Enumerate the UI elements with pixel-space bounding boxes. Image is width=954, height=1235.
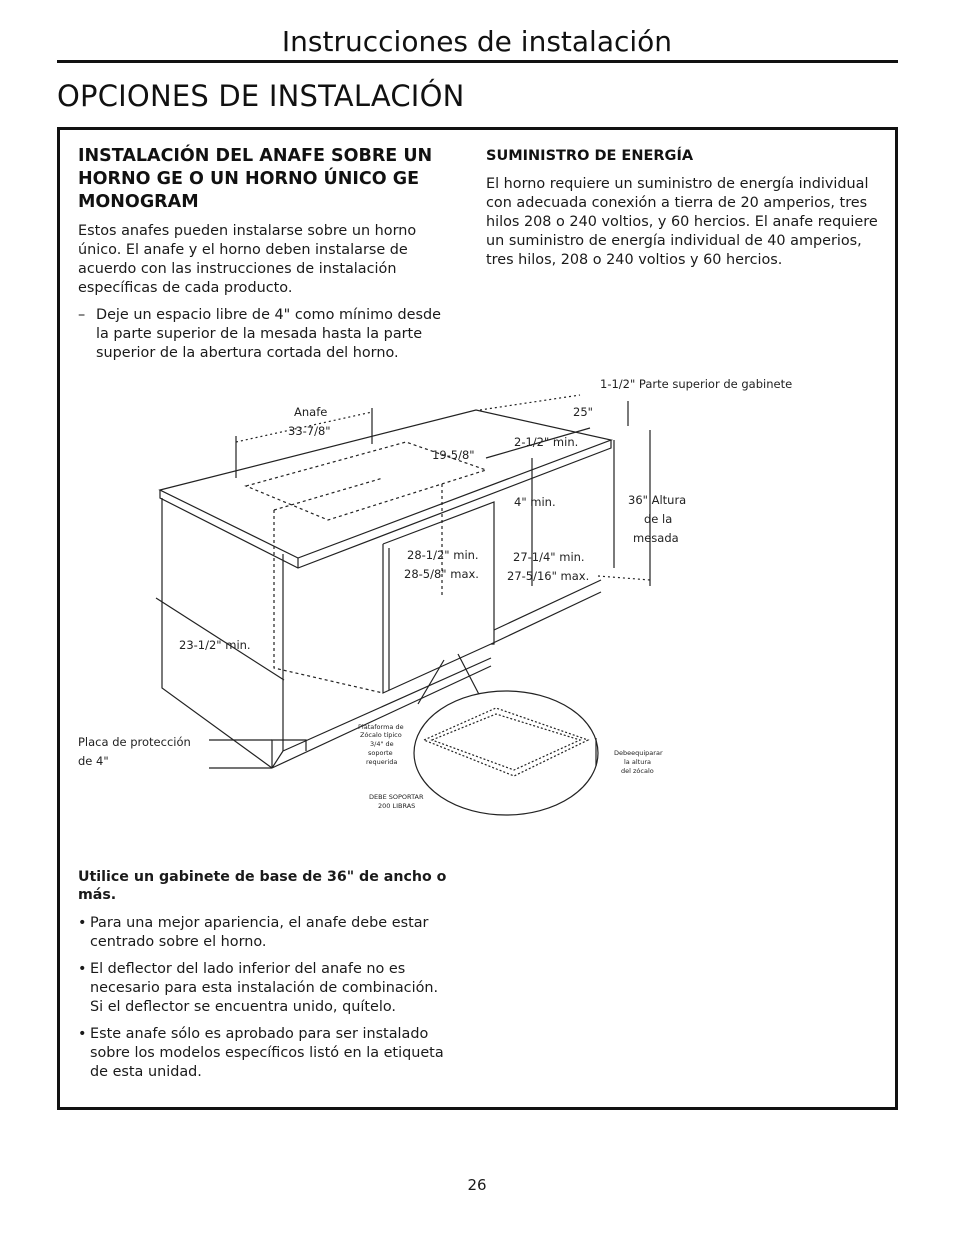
label-equip-1: Debeequiparar: [614, 749, 663, 757]
bullet-item: [78, 914, 450, 952]
bullet-text: Este anafe sólo es aprobado para ser instalado sobre los modelos específicos listó en la etiqueta de esta unidad.: [90, 1026, 444, 1080]
label-height-2: 27-5/16" max.: [507, 569, 590, 583]
bullet-mark: •: [78, 961, 87, 977]
diagram-lines: [156, 395, 650, 815]
section-title: OPCIONES DE INSTALACIÓN: [57, 79, 465, 113]
label-cooktop: Anafe: [294, 405, 328, 419]
label-counter-1: 36" Altura: [628, 493, 687, 507]
header-rule: [57, 60, 898, 63]
label-platform-5: requerida: [366, 758, 398, 766]
bullet-mark: •: [78, 915, 87, 931]
bullet-text: El deflector del lado inferior del anafe no es necesario para esta instalación de combinación. Si el deflector se encuentra unido, quítelo.: [90, 961, 439, 1015]
dim-counter-bottom: [598, 576, 650, 580]
label-4-min: 4" min.: [514, 495, 556, 509]
label-23-5: 23-1/2" min.: [179, 638, 251, 652]
label-19-5-8: 19-5/8": [432, 448, 475, 462]
label-platform-2: Zócalo típico: [360, 731, 402, 739]
countertop-surface: [160, 410, 611, 558]
power-supply-heading: SUMINISTRO DE ENERGÍA: [486, 148, 694, 164]
label-height-1: 27-1/4" min.: [513, 550, 585, 564]
label-2-5-min: 2-1/2" min.: [514, 435, 579, 449]
base-cabinet-note: Utilice un gabinete de base de 36" de ancho o más.: [78, 869, 447, 903]
installation-diagram: [66, 368, 886, 828]
label-counter-3: mesada: [633, 531, 679, 545]
cooktop-over-oven-heading: INSTALACIÓN DEL ANAFE SOBRE UN HORNO GE O UN HORNO ÚNICO GE MONOGRAM: [78, 146, 433, 212]
label-platform-4: soporte: [368, 749, 393, 757]
cabinet-left-side: [162, 498, 272, 768]
dash-mark: –: [78, 307, 86, 323]
intro-paragraph: Estos anafes pueden instalarse sobre un horno único. El anafe y el horno deben instalarse de acuerdo con las instrucciones de instalación específicas de cada producto.: [78, 223, 417, 296]
power-supply-text: El horno requiere un suministro de energía individual con adecuada conexión a tierra de 20 amperios, tres hilos 208 o 240 voltios, y 60 hercios. El anafe requiere un suministro de energía individual de 40 amperios, tres hilos, 208 o 240 voltios y 60 hercios.: [486, 176, 878, 268]
bullet-item: [78, 960, 450, 1017]
dim-25-line: [480, 395, 580, 410]
label-support-2: 200 LIBRAS: [378, 802, 416, 810]
label-platform-3: 3/4" de: [370, 740, 394, 748]
label-counter-2: de la: [644, 512, 673, 526]
oven-opening-top: [383, 502, 494, 626]
cabinet-right-line: [494, 580, 601, 630]
callout-line-1: [418, 660, 444, 704]
oven-opening-corner: [491, 626, 494, 644]
bottom-notes: [78, 868, 450, 1090]
label-kick-1: Placa de protección: [78, 735, 191, 749]
label-equip-3: del zócalo: [621, 767, 654, 775]
page-header-title: Instrucciones de instalación: [281, 25, 673, 58]
page-number: 26: [467, 1176, 487, 1194]
label-cooktop-dim: 33-7/8": [288, 424, 331, 438]
label-cabinet-top: 1-1/2" Parte superior de gabinete: [600, 377, 793, 391]
left-column: [78, 145, 450, 363]
label-width-1: 28-1/2" min.: [407, 548, 479, 562]
cabinet-right-base: [491, 592, 601, 644]
label-25: 25": [573, 405, 593, 419]
detail-circle: [414, 691, 598, 815]
label-width-2: 28-5/8" max.: [404, 567, 479, 581]
bullet-item: [78, 1025, 450, 1082]
clearance-note-text: Deje un espacio libre de 4" como mínimo desde la parte superior de la mesada hasta la parte superior de la abertura cortada del horno.: [96, 307, 441, 361]
right-column: [486, 146, 878, 278]
label-equip-2: la altura: [624, 758, 651, 766]
label-platform-1: Plataforma de: [358, 723, 404, 731]
bullet-mark: •: [78, 1026, 87, 1042]
clearance-note: [78, 306, 450, 363]
label-support-1: DEBE SOPORTAR: [369, 793, 424, 801]
bullet-text: Para una mejor apariencia, el anafe debe estar centrado sobre el horno.: [90, 915, 429, 950]
label-kick-2: de 4": [78, 754, 109, 768]
